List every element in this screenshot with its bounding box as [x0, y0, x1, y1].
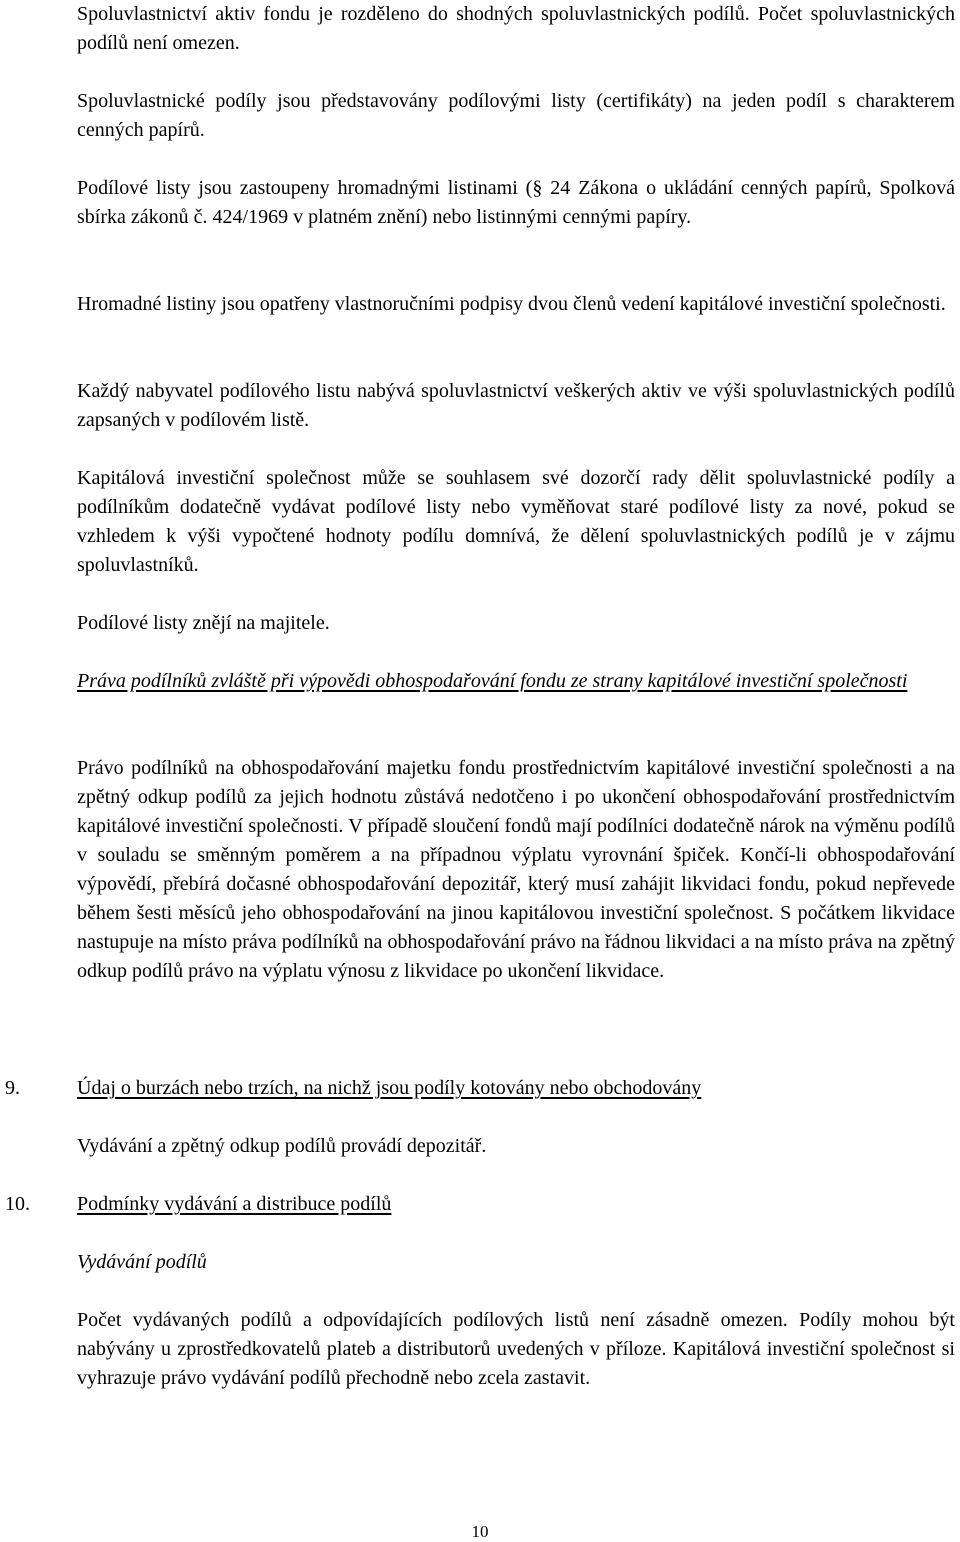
- paragraph-splitting: Kapitálová investiční společnost může se souhlasem své dozorčí rady dělit spoluvlastnické podíly a podílníkům dodatečně vydávat podílové listy nebo vyměňovat staré podílové listy za nové, pokud se vzhledem k výši vypočtené hodnoty podílu domnívá, že dělení spoluvlastnických podílů je v zájmu spoluvlastníků.: [77, 467, 955, 576]
- paragraph-rights-detail: Právo podílníků na obhospodařování majetku fondu prostřednictvím kapitálové investiční společnosti a na zpětný odkup podílů za jejich hodnotu zůstává nedotčeno i po ukončení obhospodařování prostřednictvím kapitálové investiční společnosti. V případě sloučení fondů mají podílníci dodatečně nárok na výměnu podílů v souladu se směnným poměrem a na případnou výplatu vyrovnání špiček. Končí-li obhospodařování výpovědí, přebírá dočasné obhospodařování depozitář, který musí zahájit likvidaci fondu, pokud nepřevede během šesti měsíců jeho obhospodařování na jinou kapitálovou investiční společnost. S počátkem likvidace nastupuje na místo práva podílníků na obhospodařování právo na řádnou likvidaci a na místo práva na zpětný odkup podílů právo na výplatu výnosu z likvidace po ukončení likvidace.: [77, 757, 955, 982]
- paragraph-depositary: Vydávání a zpětný odkup podílů provádí depozitář.: [77, 1135, 487, 1157]
- subheading-shareholder-rights: Práva podílníků zvláště při výpovědi obhospodařování fondu ze strany kapitálové investiční společnosti: [77, 670, 908, 692]
- paragraph-global-certificates: Podílové listy jsou zastoupeny hromadnými listinami (§ 24 Zákona o ukládání cenných papírů, Spolková sbírka zákonů č. 424/1969 v platném znění) nebo listinnými cennými papíry.: [77, 177, 955, 228]
- paragraph-issuance: Počet vydávaných podílů a odpovídajících podílových listů není zásadně omezen. Podíly mohou být nabývány u zprostředkovatelů plateb a distributorů uvedených v příloze. Kapitálová investiční společnost si vyhrazuje právo vydávání podílů přechodně nebo zcela zastavit.: [77, 1309, 955, 1389]
- paragraph-signatures: Hromadné listiny jsou opatřeny vlastnoručními podpisy dvou členů vedení kapitálové investiční společnosti.: [77, 293, 946, 315]
- page-number: 10: [471, 1522, 489, 1541]
- section-heading-9: Údaj o burzách nebo trzích, na nichž jsou podíly kotovány nebo obchodovány: [77, 1077, 702, 1099]
- section-heading-10: Podmínky vydávání a distribuce podílů: [77, 1193, 392, 1215]
- paragraph-bearer: Podílové listy znějí na majitele.: [77, 612, 330, 634]
- paragraph-co-ownership: Spoluvlastnictví aktiv fondu je rozděleno do shodných spoluvlastnických podílů. Počet spoluvlastnických podílů není omezen.: [77, 3, 955, 54]
- paragraph-certificates: Spoluvlastnické podíly jsou představovány podílovými listy (certifikáty) na jeden podíl s charakterem cenných papírů.: [77, 90, 955, 141]
- section-number-9: 9.: [5, 1077, 20, 1099]
- subheading-issuance: Vydávání podílů: [77, 1251, 207, 1273]
- paragraph-acquirer: Každý nabyvatel podílového listu nabývá spoluvlastnictví veškerých aktiv ve výši spoluvlastnických podílů zapsaných v podílovém listě.: [77, 380, 955, 431]
- section-number-10: 10.: [5, 1193, 30, 1215]
